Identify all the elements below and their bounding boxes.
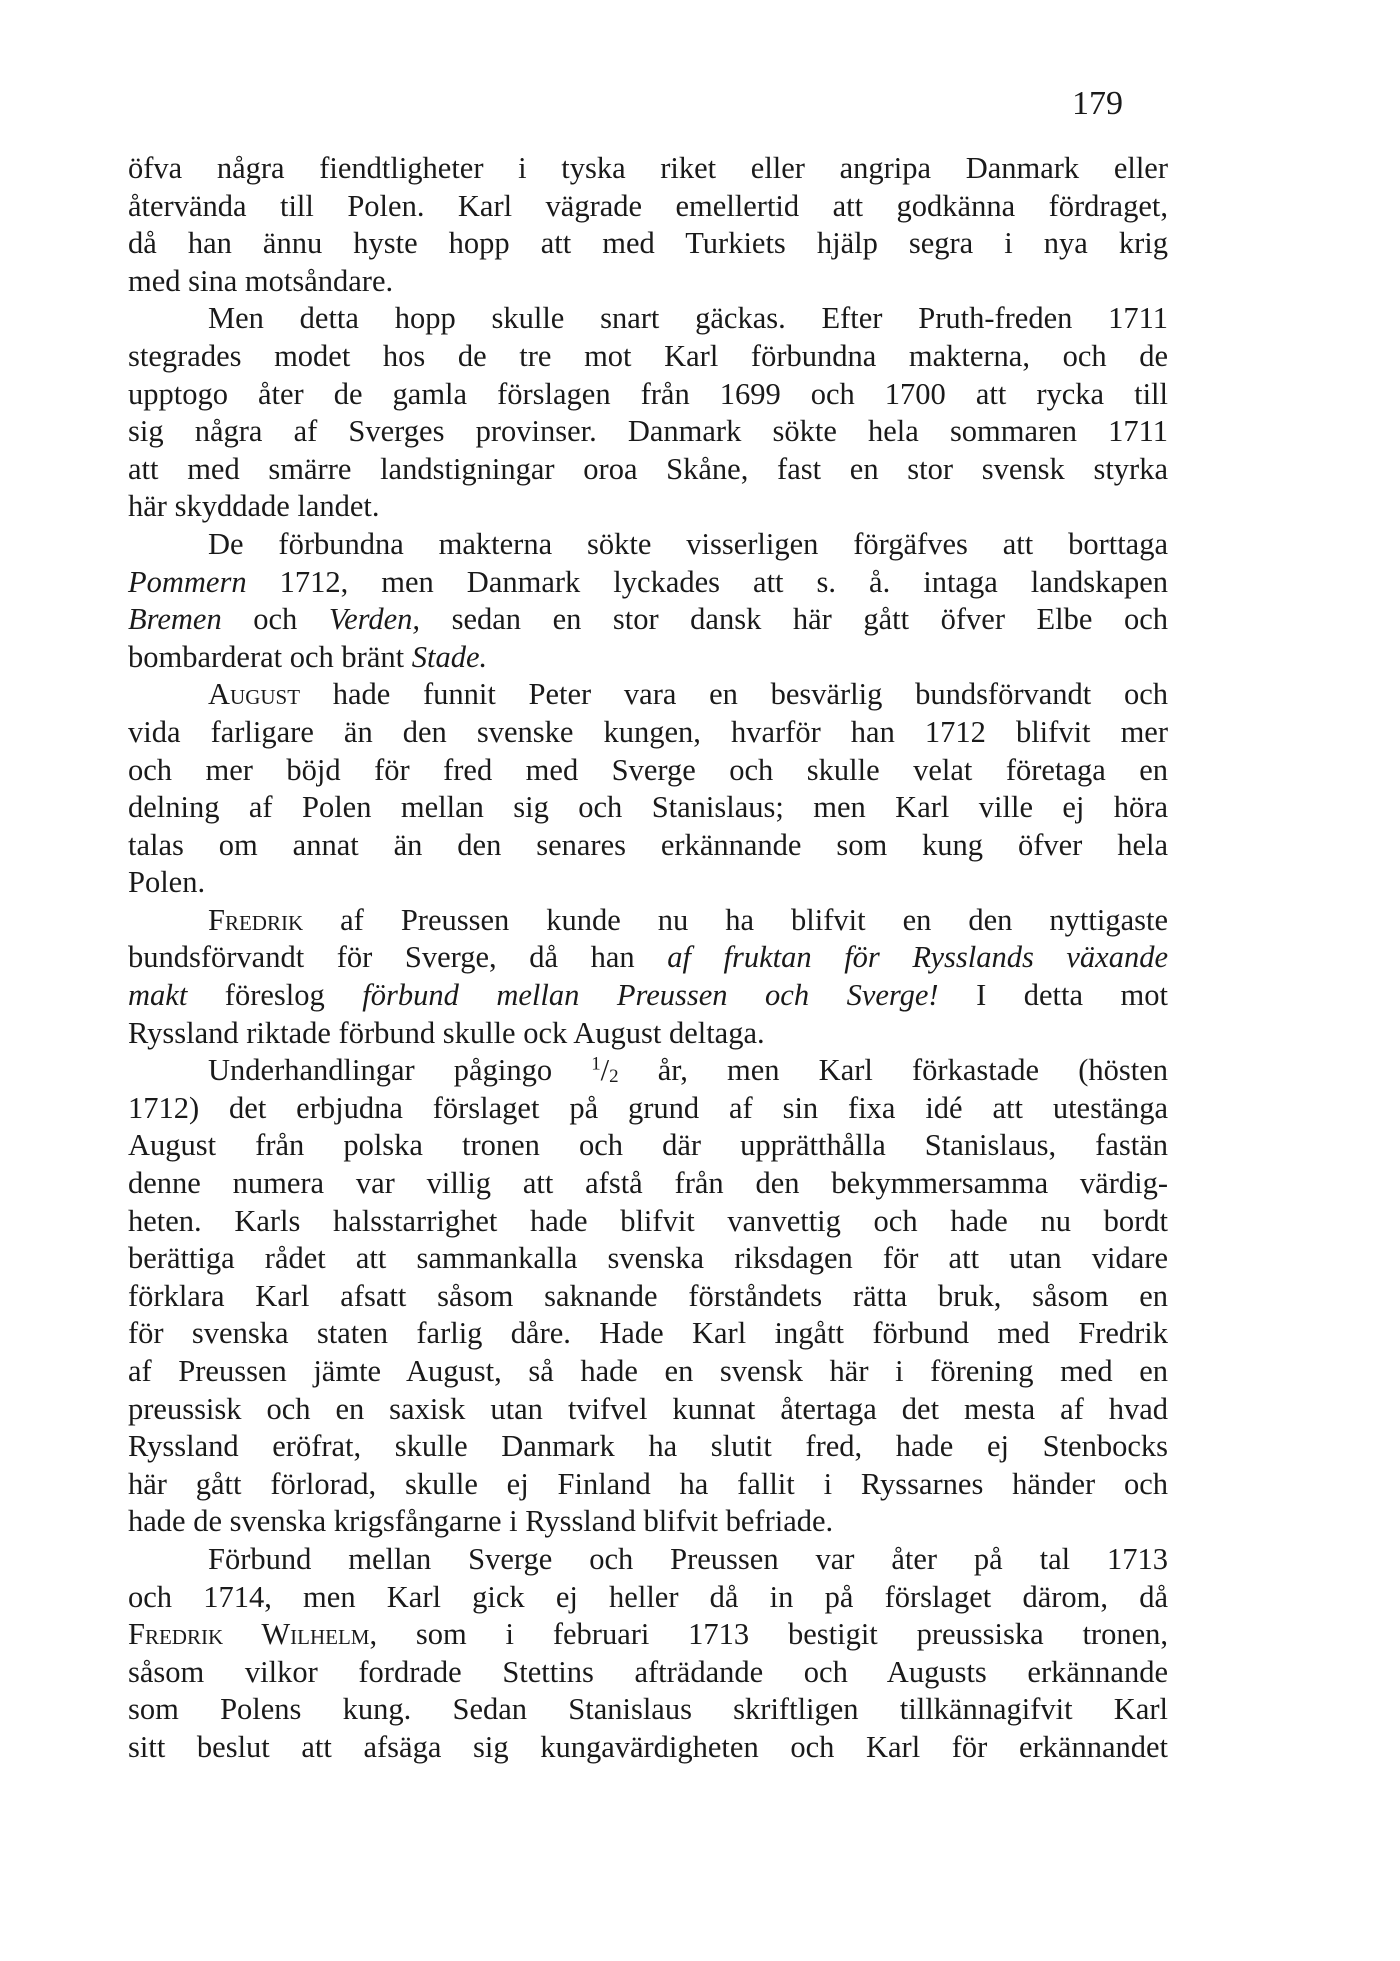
italic-text: makt [128, 978, 188, 1013]
text-run: föreslog [187, 978, 363, 1013]
small-caps-name: Fredrik [208, 902, 304, 937]
text-line [128, 451, 1168, 489]
text-line [128, 376, 1168, 414]
page-number: 179 [1072, 85, 1123, 122]
text-run: Polen. [128, 865, 206, 900]
text-run: år, men Karl förkastade (hösten [618, 1053, 1168, 1088]
text-line [128, 1466, 1168, 1504]
text-line [128, 300, 1168, 338]
italic-text: Bremen [128, 602, 222, 637]
text-line [128, 676, 1168, 714]
text-run: bombarderat och bränt [128, 639, 412, 674]
text-line [128, 1616, 1168, 1654]
text-run: vida farligare än den svenske kungen, hvarför han 1712 blifvit mer [128, 714, 1168, 749]
text-run: som i februari 1713 bestigit preussiska tronen, [377, 1617, 1168, 1652]
text-run: och [221, 602, 329, 637]
text-line [128, 564, 1168, 602]
text-run: af Preussen kunde nu ha blifvit en den nyttigaste [303, 902, 1168, 937]
text-run: hade de svenska krigsfångarne i Ryssland blifvit befriade. [128, 1504, 834, 1539]
text-run: August från polska tronen och där upprätthålla Stanislaus, fastän [128, 1128, 1168, 1163]
text-run: delning af Polen mellan sig och Stanislaus; men Karl ville ej höra [128, 790, 1168, 825]
text-run: sedan en stor dansk här gått öfver Elbe och [420, 602, 1168, 637]
text-run: här skyddade landet. [128, 489, 380, 524]
text-run: 1712, men Danmark lyckades att s. å. intaga landskapen [246, 564, 1168, 599]
text-run: heten. Karls halsstarrighet hade blifvit vanvettig och hade nu bordt [128, 1203, 1168, 1238]
text-run: I detta mot [938, 978, 1168, 1013]
text-line [128, 639, 1168, 677]
text-run: De förbundna makterna sökte visserligen förgäfves att borttaga [208, 526, 1168, 561]
text-run: hade funnit Peter vara en besvärlig bundsförvandt och [300, 677, 1168, 712]
italic-text: Verden, [328, 602, 421, 637]
text-run: Ryssland riktade förbund skulle ock August deltaga. [128, 1015, 765, 1050]
text-line [128, 902, 1168, 940]
text-run: sitt beslut att afsäga sig kungavärdigheten och Karl för erkännandet [128, 1729, 1168, 1764]
text-line [128, 601, 1168, 639]
text-line [128, 1015, 1168, 1053]
text-run: här gått förlorad, skulle ej Finland ha fallit i Ryssarnes händer och [128, 1466, 1168, 1501]
text-run: då han ännu hyste hopp att med Turkiets hjälp segra i nya krig [128, 226, 1168, 261]
text-line [128, 1165, 1168, 1203]
text-line [128, 1691, 1168, 1729]
text-line [128, 1729, 1168, 1767]
text-run: med sina motsåndare. [128, 263, 394, 298]
text-run: som Polens kung. Sedan Stanislaus skriftligen tillkännagifvit Karl [128, 1692, 1168, 1727]
body-text [128, 150, 1168, 1767]
text-run: såsom vilkor fordrade Stettins afträdande och Augusts erkännande [128, 1654, 1168, 1689]
text-line [128, 1240, 1168, 1278]
text-run: Underhandlingar pågingo [208, 1053, 592, 1088]
text-line [128, 488, 1168, 526]
text-run: Ryssland eröfrat, skulle Danmark ha slutit fred, hade ej Stenbocks [128, 1429, 1168, 1464]
text-line [128, 939, 1168, 977]
text-line [128, 1353, 1168, 1391]
text-line [128, 1052, 1168, 1090]
text-line [128, 1579, 1168, 1617]
text-run: bundsförvandt för Sverge, då han [128, 940, 668, 975]
text-run: öfva några fiendtligheter i tyska riket eller angripa Danmark eller [128, 151, 1168, 185]
text-run: stegrades modet hos de tre mot Karl förbundna makterna, och de [128, 338, 1168, 373]
italic-text: förbund mellan Preussen och Sverge! [362, 978, 939, 1013]
text-line [128, 977, 1168, 1015]
text-run: Men detta hopp skulle snart gäckas. Efter Pruth-freden 1711 [208, 301, 1168, 336]
text-run: att med smärre landstigningar oroa Skåne, fast en stor svensk styrka [128, 451, 1168, 486]
text-line [128, 1428, 1168, 1466]
text-run: sig några af Sverges provinser. Danmark sökte hela sommaren 1711 [128, 414, 1168, 449]
text-run: återvända till Polen. Karl vägrade emellertid att godkänna fördraget, [128, 188, 1168, 223]
text-line [128, 150, 1168, 188]
italic-text: af fruktan för Rysslands växande [667, 940, 1168, 975]
text-run: upptogo åter de gamla förslagen från 1699 och 1700 att rycka till [128, 376, 1168, 411]
text-run: för svenska staten farlig dåre. Hade Karl ingått förbund med Fredrik [128, 1316, 1168, 1351]
text-line [128, 263, 1168, 301]
text-run: Förbund mellan Sverge och Preussen var åter på tal 1713 [208, 1541, 1168, 1576]
small-caps-name: August [208, 677, 301, 712]
text-line [128, 1654, 1168, 1692]
text-line [128, 752, 1168, 790]
text-line [128, 413, 1168, 451]
italic-text: Stade. [411, 639, 488, 674]
small-caps-name: Fredrik Wilhelm, [128, 1617, 378, 1652]
text-line [128, 1391, 1168, 1429]
text-line [128, 188, 1168, 226]
text-run: denne numera var villig att afstå från den bekymmersamma värdig- [128, 1166, 1168, 1201]
text-run: och mer böjd för fred med Sverge och skulle velat företaga en [128, 752, 1168, 787]
text-line [128, 1315, 1168, 1353]
fraction: $^1/_2$ [591, 1053, 619, 1088]
text-run: och 1714, men Karl gick ej heller då in på förslaget därom, då [128, 1579, 1168, 1614]
text-run: preussisk och en saxisk utan tvifvel kunnat återtaga det mesta af hvad [128, 1391, 1168, 1426]
text-line [128, 1203, 1168, 1241]
text-line [128, 1503, 1168, 1541]
text-run: förklara Karl afsatt såsom saknande förståndets rätta bruk, såsom en [128, 1278, 1168, 1313]
text-line [128, 827, 1168, 865]
text-line [128, 1090, 1168, 1128]
text-line [128, 338, 1168, 376]
text-line [128, 789, 1168, 827]
text-line [128, 864, 1168, 902]
text-run: 1712) det erbjudna förslaget på grund af sin fixa idé att utestänga [128, 1090, 1168, 1125]
text-run: berättiga rådet att sammankalla svenska riksdagen för att utan vidare [128, 1241, 1168, 1276]
text-run: af Preussen jämte August, så hade en svensk här i förening med en [128, 1354, 1168, 1388]
text-line [128, 714, 1168, 752]
text-line [128, 526, 1168, 564]
text-line [128, 1278, 1168, 1316]
text-line [128, 1127, 1168, 1165]
text-run: talas om annat än den senares erkännande som kung öfver hela [128, 827, 1168, 862]
text-line [128, 225, 1168, 263]
italic-text: Pommern [128, 564, 247, 599]
text-line [128, 1541, 1168, 1579]
